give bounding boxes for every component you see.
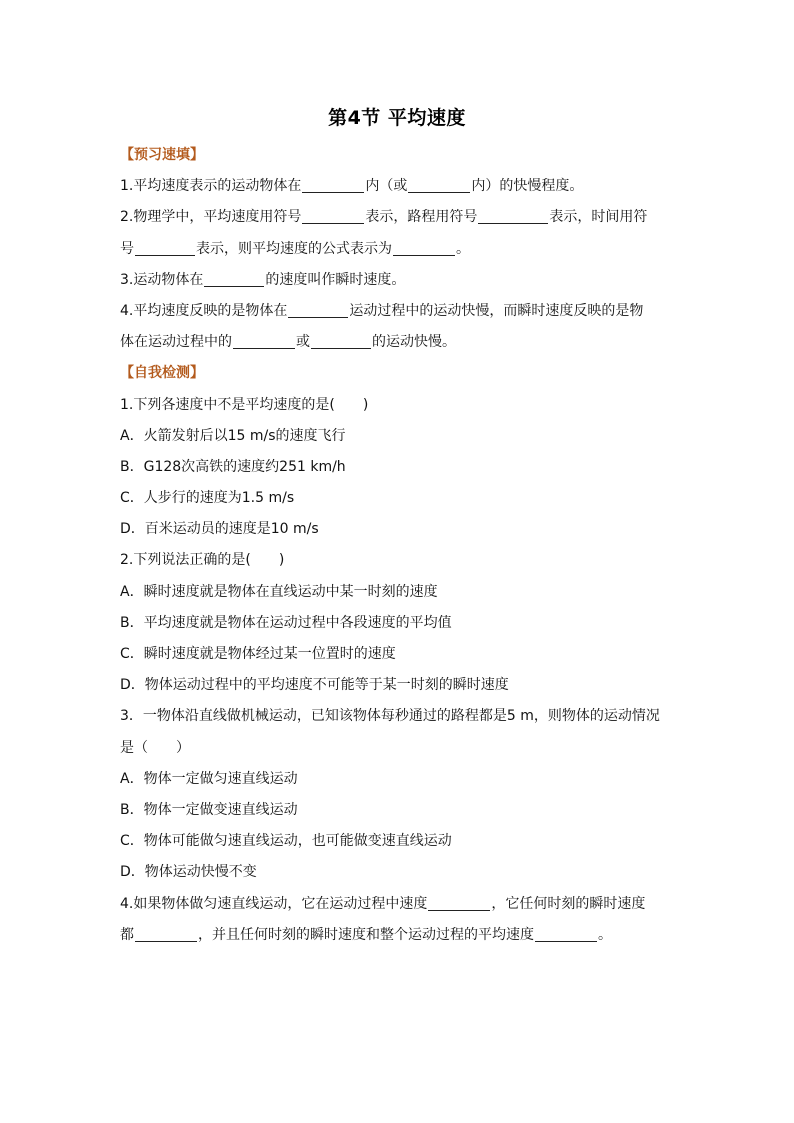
option-b[interactable]: B．平均速度就是物体在运动过程中各段速度的平均值: [120, 614, 452, 631]
worksheet-content: [120, 140, 680, 951]
answer-blank[interactable]: [233, 333, 295, 349]
answer-blank[interactable]: [302, 208, 364, 224]
preview-question-1: [120, 171, 680, 202]
answer-blank[interactable]: [428, 895, 490, 911]
text: 2.物理学中，平均速度用符号: [120, 209, 302, 226]
text: 内）的快慢程度。: [471, 178, 584, 195]
option-c[interactable]: C．人步行的速度为1.5 m/s: [120, 490, 295, 507]
preview-question-3: [120, 265, 680, 296]
check-question-4-line-1: [120, 889, 680, 920]
section-header-self-check: [120, 358, 680, 389]
answer-blank[interactable]: [135, 240, 195, 256]
preview-question-2-line-2: [120, 234, 680, 265]
preview-question-4-line-1: [120, 296, 680, 327]
text: ，它任何时刻的瞬时速度: [491, 895, 646, 912]
text: 表示，则平均速度的公式表示为: [196, 240, 392, 257]
option-d[interactable]: D．物体运动过程中的平均速度不可能等于某一时刻的瞬时速度: [120, 677, 509, 694]
check-question-1-stem: 1.下列各速度中不是平均速度的是( ): [120, 396, 369, 413]
text: 4.平均速度反映的是物体在: [120, 302, 288, 319]
answer-blank[interactable]: [393, 240, 455, 256]
text: 的速度叫作瞬时速度。: [265, 271, 406, 288]
option-a[interactable]: A．物体一定做匀速直线运动: [120, 770, 298, 787]
check-question-4-line-2: [120, 920, 680, 951]
text: 运动过程中的运动快慢，而瞬时速度反映的是物: [349, 302, 644, 319]
text: 或: [296, 334, 310, 351]
option-a[interactable]: A．火箭发射后以15 m/s的速度飞行: [120, 427, 346, 444]
answer-blank[interactable]: [204, 271, 264, 287]
text: 表示，时间用符: [549, 209, 648, 226]
section-label: 【预习速填】: [120, 147, 204, 163]
text: 1.平均速度表示的运动物体在: [120, 178, 302, 195]
option-d[interactable]: D．百米运动员的速度是10 m/s: [120, 521, 319, 538]
text: 4.如果物体做匀速直线运动，它在运动过程中速度: [120, 895, 428, 912]
text: 表示，路程用符号: [365, 209, 478, 226]
text: 的运动快慢。: [372, 334, 456, 351]
section-header-preview: [120, 140, 680, 171]
page-title: 第4节 平均速度: [328, 107, 466, 129]
option-c[interactable]: C．瞬时速度就是物体经过某一位置时的速度: [120, 646, 396, 662]
text: 体在运动过程中的: [120, 334, 232, 351]
answer-blank[interactable]: [288, 302, 348, 318]
text: 内（或: [365, 178, 408, 195]
answer-blank[interactable]: [408, 177, 470, 193]
option-a[interactable]: A．瞬时速度就是物体在直线运动中某一时刻的速度: [120, 583, 438, 600]
option-b[interactable]: B．G128次高铁的速度约251 km/h: [120, 458, 346, 475]
text: 。: [456, 240, 470, 257]
text: 号: [120, 240, 134, 257]
check-question-3-stem-line-1: 3．一物体沿直线做机械运动，已知该物体每秒通过的路程都是5 m，则物体的运动情况: [120, 708, 660, 725]
text: ，并且任何时刻的瞬时速度和整个运动过程的平均速度: [198, 926, 534, 943]
option-b[interactable]: B．物体一定做变速直线运动: [120, 801, 298, 818]
section-label: 【自我检测】: [120, 365, 204, 382]
check-question-3-stem-line-2: 是（ ）: [120, 739, 190, 756]
answer-blank[interactable]: [478, 208, 548, 224]
answer-blank[interactable]: [135, 926, 197, 942]
text: 。: [598, 926, 612, 943]
text: 3.运动物体在: [120, 271, 204, 288]
answer-blank[interactable]: [535, 926, 597, 942]
preview-question-4-line-2: [120, 327, 680, 358]
answer-blank[interactable]: [302, 177, 364, 193]
text: 都: [120, 926, 134, 943]
preview-question-2-line-1: [120, 202, 680, 233]
option-c[interactable]: C．物体可能做匀速直线运动，也可能做变速直线运动: [120, 833, 452, 850]
option-d[interactable]: D．物体运动快慢不变: [120, 864, 257, 881]
check-question-2-stem: 2.下列说法正确的是( ): [120, 552, 285, 569]
answer-blank[interactable]: [311, 333, 371, 349]
